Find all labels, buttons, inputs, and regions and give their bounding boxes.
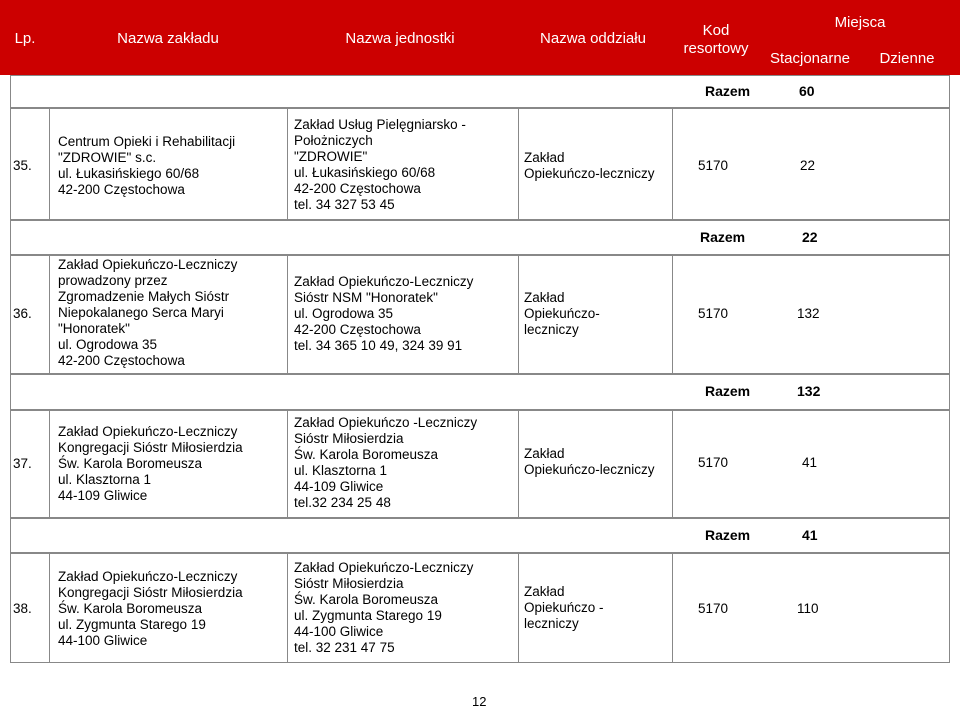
razem-value: 60: [799, 83, 815, 99]
row-stacjonarne: 41: [802, 455, 818, 470]
page-number: 12: [472, 694, 487, 709]
header-nazwa-zakladu: Nazwa zakładu: [117, 30, 219, 47]
row-zaklad: Zakład Opiekuńczo-Leczniczy Kongregacji Sióstr Miłosierdzia Św. Karola Boromeusza ul. Zygmunta Starego 19 44-100 Gliwice: [58, 569, 243, 648]
row-kod: 5170: [698, 158, 729, 173]
header-lp: Lp.: [14, 30, 36, 47]
header-nazwa-jednostki: Nazwa jednostki: [345, 30, 455, 47]
row-oddzial: Zakład Opiekuńczo-leczniczy: [524, 446, 655, 477]
header-miejsca: Miejsca: [834, 14, 886, 31]
razem-label: Razem: [705, 83, 751, 99]
row-jednostka: Zakład Opiekuńczo -Leczniczy Sióstr Miłosierdzia Św. Karola Boromeusza ul. Klasztorna 1 44-109 Gliwice tel.32 234 25 48: [294, 415, 478, 510]
header-dzienne: Dzienne: [879, 50, 935, 67]
header-stacjonarne: Stacjonarne: [769, 50, 851, 67]
row-oddzial: Zakład Opiekuńczo-leczniczy: [524, 150, 655, 181]
row-kod: 5170: [698, 601, 729, 616]
row-zaklad: Centrum Opieki i Rehabilitacji "ZDROWIE" s.c. ul. Łukasińskiego 60/68 42-200 Częstochowa: [58, 134, 236, 197]
row-stacjonarne: 132: [797, 306, 820, 321]
table-header: [0, 0, 960, 75]
razem-value: 132: [797, 383, 821, 399]
razem-label: Razem: [705, 527, 751, 543]
row-zaklad: Zakład Opiekuńczo-Leczniczy Kongregacji Sióstr Miłosierdzia Św. Karola Boromeusza ul. Klasztorna 1 44-109 Gliwice: [58, 424, 243, 503]
header-nazwa-oddzialu: Nazwa oddziału: [540, 30, 646, 47]
razem-value: 41: [802, 527, 818, 543]
row-lp: 36.: [13, 306, 32, 321]
razem-value: 22: [802, 229, 818, 245]
header-kod-resortowy: Kod resortowy: [683, 22, 749, 57]
row-kod: 5170: [698, 306, 729, 321]
razem-label: Razem: [700, 229, 746, 245]
row-zaklad: Zakład Opiekuńczo-Leczniczy prowadzony przez Zgromadzenie Małych Sióstr Niepokalanego Serca Maryi "Honoratek" ul. Ogrodowa 35 42-200 Częstochowa: [58, 257, 238, 368]
row-kod: 5170: [698, 455, 729, 470]
row-oddzial: Zakład Opiekuńczo- leczniczy: [524, 290, 600, 337]
row-oddzial: Zakład Opiekuńczo - leczniczy: [524, 584, 604, 631]
row-lp: 35.: [13, 158, 32, 173]
row-lp: 37.: [13, 456, 32, 471]
row-stacjonarne: 110: [797, 601, 819, 616]
row-jednostka: Zakład Opiekuńczo-Leczniczy Sióstr Miłosierdzia Św. Karola Boromeusza ul. Zygmunta Starego 19 44-100 Gliwice tel. 32 231 47 75: [294, 560, 474, 655]
razem-label: Razem: [705, 383, 751, 399]
row-lp: 38.: [13, 601, 32, 616]
row-jednostka: Zakład Usług Pielęgniarsko - Położniczych "ZDROWIE" ul. Łukasińskiego 60/68 42-200 Częstochowa tel. 34 327 53 45: [294, 117, 466, 212]
row-jednostka: Zakład Opiekuńczo-Leczniczy Sióstr NSM "Honoratek" ul. Ogrodowa 35 42-200 Częstochowa tel. 34 365 10 49, 324 39 91: [294, 274, 474, 353]
row-stacjonarne: 22: [800, 158, 816, 173]
